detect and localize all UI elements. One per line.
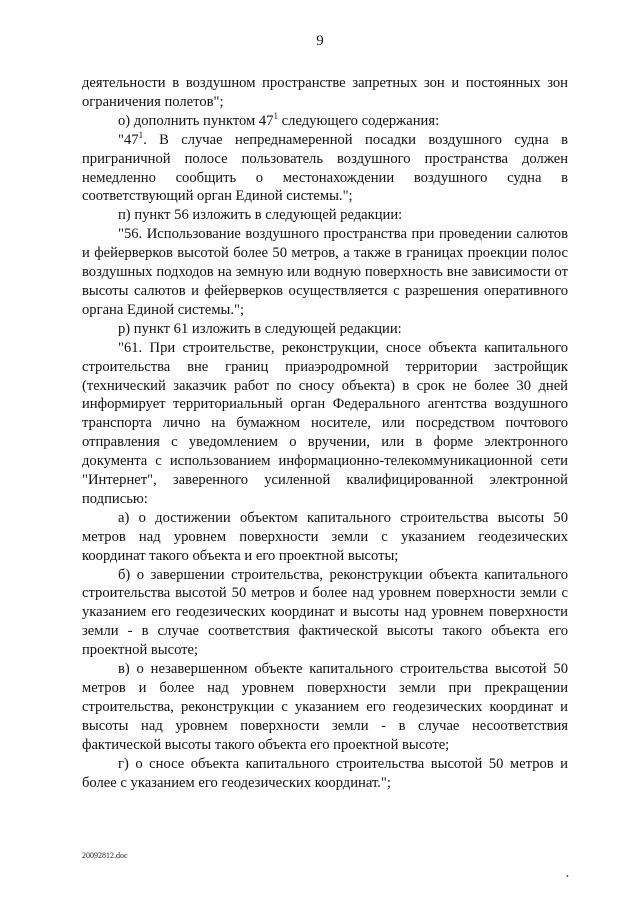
paragraph-item-r: р) пункт 61 изложить в следующей редакции: (118, 320, 402, 337)
paragraph-subitem-g: г) о сносе объекта капитального строительства высотой 50 метров и более с указанием его геодезических координат."; (82, 755, 568, 791)
paragraph-subitem-b: б) о завершении строительства, реконструкции объекта капитального строительства высотой 50 метров и более над уровнем поверхности земли с указанием его геодезических координат и высоты над уровнем поверхности земли - в случае соответствия фактической высоты такого объекта его проектной высоте; (82, 566, 568, 659)
superscript: 1 (138, 129, 144, 140)
paragraph-text: следующего содержания: (278, 112, 440, 129)
paragraph-subitem-v: в) о незавершенном объекте капитального строительства высотой 50 метров и более над уровнем поверхности земли при прекращении строительства, реконструкции с указанием его геодезических координат и высоты над уровнем поверхности земли - в случае несоответствия фактической высоты такого объекта его проектной высоте; (82, 661, 568, 753)
paragraph-clause-56: "56. Использование воздушного пространства при проведении салютов и фейерверков высотой более 50 метров, а также в границах проекции полос воздушных подходов на земную или водную поверхность вне зависимости от высоты салютов и фейерверков осуществляется с разрешения оперативного органа Единой системы."; (82, 226, 568, 318)
paragraph-clause-61: "61. При строительстве, реконструкции, сносе объекта капитального строительства вне границ приаэродромной территории застройщик (технический заказчик работ по сносу объекта) в срок не более 30 дней информирует территориальный орган Федерального агентства воздушного транспорта лично на бумажном носителе, или посредством почтового отправления с уведомлением о вручении, или в форме электронного документа с использованием информационно-телекоммуникационной сети "Интернет", заверенного усиленной квалифицированной электронной подписью: (82, 339, 568, 507)
page-number: 9 (316, 33, 324, 49)
paragraph-text: "47 (118, 131, 139, 148)
footer-file-name: 20092812.doc (82, 851, 128, 860)
superscript: 1 (273, 110, 279, 121)
paragraph-subitem-a: а) о достижении объектом капитального строительства высоты 50 метров над уровнем поверхности земли с указанием геодезических координат такого объекта и его проектной высоты; (82, 509, 568, 564)
paragraph-text: о) дополнить пунктом 47 (118, 112, 274, 129)
document-body (82, 74, 568, 792)
paragraph-continuation: деятельности в воздушном пространстве запретных зон и постоянных зон ограничения полетов"; (82, 75, 568, 110)
paragraph-item-o (82, 112, 568, 131)
paragraph-text: . В случае непреднамеренной посадки воздушного судна в приграничной полосе пользователь воздушного пространства должен немедленно сообщить о местонахождении воздушного судна в соответствующий орган Единой системы."; (82, 131, 568, 205)
paragraph-clause-47-1 (82, 131, 568, 207)
corner-mark: • (566, 872, 569, 881)
paragraph-item-p: п) пункт 56 изложить в следующей редакции: (118, 207, 403, 224)
